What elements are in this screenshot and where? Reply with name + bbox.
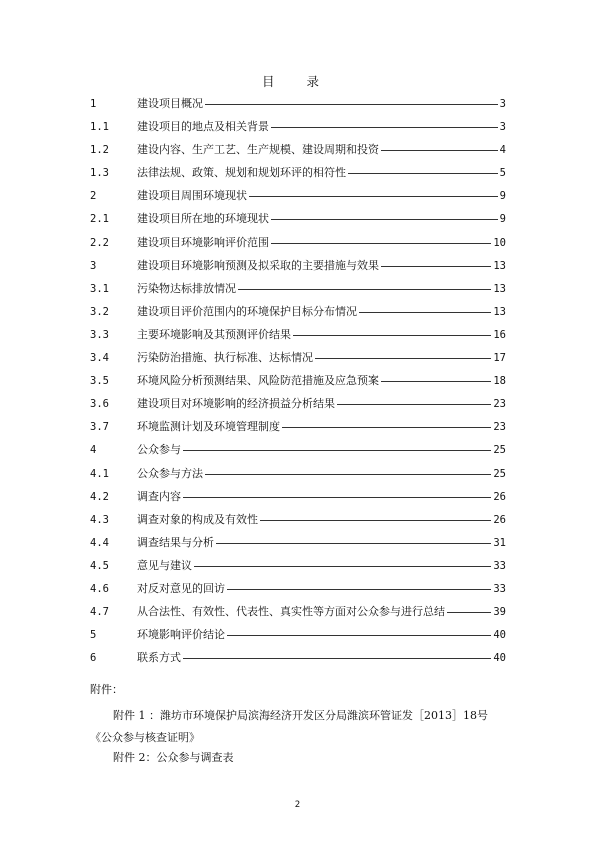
toc-entry[interactable] (90, 234, 506, 257)
toc-entry-title: 建设项目环境影响评价范围 (137, 235, 269, 249)
toc-leader-line (359, 312, 491, 313)
toc-entry[interactable] (90, 187, 506, 210)
toc-leader-line (227, 635, 491, 636)
toc-entry-title: 环境风险分析预测结果、风险防范措施及应急预案 (137, 374, 379, 388)
toc-leader-line (381, 150, 498, 151)
toc-leader-line (205, 474, 491, 475)
toc-entry[interactable] (90, 303, 506, 326)
toc-entry-title: 污染防治措施、执行标准、达标情况 (137, 351, 313, 365)
toc-entry-title: 调查对象的构成及有效性 (137, 512, 258, 526)
toc-entry-title: 建设项目的地点及相关背景 (137, 120, 269, 134)
toc-entry-number: 4.3 (90, 513, 109, 526)
toc-entry-title: 意见与建议 (137, 558, 192, 572)
toc-entry[interactable] (90, 603, 506, 626)
toc-leader-line (249, 196, 498, 197)
toc-leader-line (194, 566, 491, 567)
toc-entry-page: 40 (493, 652, 506, 665)
toc-leader-line (447, 612, 491, 613)
toc-leader-line (260, 520, 491, 521)
toc-title: 目 录 (262, 74, 333, 89)
toc-entry-title: 公众参与方法 (137, 466, 203, 480)
toc-entry-number: 3.5 (90, 375, 109, 388)
toc-entry-number: 4.1 (90, 467, 109, 480)
toc-entry-number: 2 (90, 190, 97, 203)
toc-entry-page: 17 (493, 352, 506, 365)
toc-entry[interactable] (90, 349, 506, 372)
toc-entry[interactable] (90, 557, 506, 580)
toc-entry-page: 33 (493, 559, 506, 572)
toc-entry[interactable] (90, 95, 506, 118)
toc-leader-line (271, 219, 498, 220)
toc-leader-line (348, 173, 498, 174)
toc-entry-title: 主要环境影响及其预测评价结果 (137, 327, 291, 341)
toc-entry-page: 18 (493, 375, 506, 388)
toc-entry-number: 3.6 (90, 398, 109, 411)
toc-leader-line (381, 381, 491, 382)
toc-entry-number: 3.2 (90, 305, 109, 318)
toc-entry-number: 2.1 (90, 213, 109, 226)
toc-entry-number: 1.3 (90, 167, 109, 180)
toc-entry[interactable] (90, 280, 506, 303)
appendix-item-1: 附件 1 ：潍坊市环境保护局滨海经济开发区分局潍滨环管证发［2013］18号《公众参与核查证明》 (90, 709, 488, 744)
toc-entry-page: 10 (493, 236, 506, 249)
toc-entry-page: 23 (493, 421, 506, 434)
toc-entry[interactable] (90, 511, 506, 534)
toc-entry[interactable] (90, 395, 506, 418)
toc-entry[interactable] (90, 257, 506, 280)
appendix-heading: 附件： (90, 683, 123, 696)
toc-entry-page: 9 (499, 213, 506, 226)
toc-leader-line (183, 450, 491, 451)
toc-entry[interactable] (90, 372, 506, 395)
toc-entry[interactable] (90, 164, 506, 187)
appendix-item-2: 附件 2：公众参与调查表 (113, 751, 234, 764)
toc-entry-page: 39 (493, 606, 506, 619)
toc-entry-number: 1.1 (90, 121, 109, 134)
toc-entry-number: 4.4 (90, 536, 109, 549)
toc-leader-line (337, 404, 491, 405)
toc-entry[interactable] (90, 534, 506, 557)
toc-entry-title: 环境监测计划及环境管理制度 (137, 420, 280, 434)
toc-leader-line (293, 335, 491, 336)
toc-entry-title: 对反对意见的回访 (137, 581, 225, 595)
toc-leader-line (238, 289, 491, 290)
toc-entry-number: 1.2 (90, 144, 109, 157)
toc-entry-page: 40 (493, 629, 506, 642)
toc-entry-number: 2.2 (90, 236, 109, 249)
toc-entry-title: 建设项目所在地的环境现状 (137, 212, 269, 226)
toc-leader-line (381, 266, 491, 267)
toc-entry-title: 调查结果与分析 (137, 535, 214, 549)
toc-entry-page: 3 (499, 121, 506, 134)
toc-entry-page: 25 (493, 444, 506, 457)
toc-entry[interactable] (90, 118, 506, 141)
toc-entry-title: 从合法性、有效性、代表性、真实性等方面对公众参与进行总结 (137, 605, 445, 619)
toc-entry-number: 3.1 (90, 282, 109, 295)
toc-entry-title: 法律法规、政策、规划和规划环评的相符性 (137, 166, 346, 180)
toc-entry-number: 4.6 (90, 582, 109, 595)
toc-entry[interactable] (90, 418, 506, 441)
toc-entry-page: 4 (499, 144, 506, 157)
toc-entry-title: 建设内容、生产工艺、生产规模、建设周期和投资 (137, 143, 379, 157)
toc-entry[interactable] (90, 626, 506, 649)
toc-entry-page: 23 (493, 398, 506, 411)
toc-entry-page: 26 (493, 513, 506, 526)
toc-entry-number: 4.5 (90, 559, 109, 572)
toc-entry-title: 建设项目概况 (137, 97, 203, 110)
toc-entry[interactable] (90, 326, 506, 349)
toc-entry-title: 建设项目评价范围内的环境保护目标分布情况 (137, 304, 357, 318)
toc-entry-page: 3 (499, 98, 506, 110)
toc-entry[interactable] (90, 580, 506, 603)
toc-entry-title: 建设项目对环境影响的经济损益分析结果 (137, 397, 335, 411)
toc-entry-title: 污染物达标排放情况 (137, 281, 236, 295)
toc-entry[interactable] (90, 141, 506, 164)
toc-entry-number: 1 (90, 98, 97, 110)
toc-entry-title: 调查内容 (137, 489, 181, 503)
toc-entry-number: 3.7 (90, 421, 109, 434)
toc-entry-title: 环境影响评价结论 (137, 628, 225, 642)
toc-entry-number: 5 (90, 629, 97, 642)
toc-entry-page: 16 (493, 328, 506, 341)
toc-entry-page: 5 (499, 167, 506, 180)
toc-leader-line (183, 658, 491, 659)
toc-entry-number: 3.3 (90, 328, 109, 341)
toc-leader-line (183, 497, 491, 498)
toc-entry[interactable] (90, 210, 506, 233)
toc-entry-page: 13 (493, 259, 506, 272)
toc-entry-number: 4 (90, 444, 97, 457)
toc-entry-page: 25 (493, 467, 506, 480)
toc-entry-number: 4.2 (90, 490, 109, 503)
toc-entry-number: 3 (90, 259, 97, 272)
toc-entry[interactable] (90, 488, 506, 511)
toc-leader-line (271, 127, 498, 128)
toc-entry[interactable] (90, 441, 506, 464)
toc-entry-number: 3.4 (90, 352, 109, 365)
toc-leader-line (315, 358, 491, 359)
toc-leader-line (216, 543, 491, 544)
toc-leader-line (205, 104, 498, 105)
toc-entry-page: 33 (493, 582, 506, 595)
toc-entry-number: 4.7 (90, 606, 109, 619)
page-number: 2 (294, 800, 301, 810)
toc-leader-line (227, 589, 491, 590)
toc-entry-page: 13 (493, 282, 506, 295)
toc-entry-page: 9 (499, 190, 506, 203)
toc-entry[interactable] (90, 649, 506, 672)
toc-entry-title: 建设项目环境影响预测及拟采取的主要措施与效果 (137, 258, 379, 272)
toc-entry-page: 26 (493, 490, 506, 503)
toc-entry[interactable] (90, 465, 506, 488)
toc-leader-line (282, 427, 491, 428)
toc-entry-title: 联系方式 (137, 651, 181, 665)
toc-entry-page: 13 (493, 305, 506, 318)
toc-entry-title: 公众参与 (137, 443, 181, 457)
toc-entry-title: 建设项目周围环境现状 (137, 189, 247, 203)
toc-entry-number: 6 (90, 652, 97, 665)
table-of-contents (90, 95, 506, 672)
toc-leader-line (271, 243, 491, 244)
toc-entry-page: 31 (493, 536, 506, 549)
